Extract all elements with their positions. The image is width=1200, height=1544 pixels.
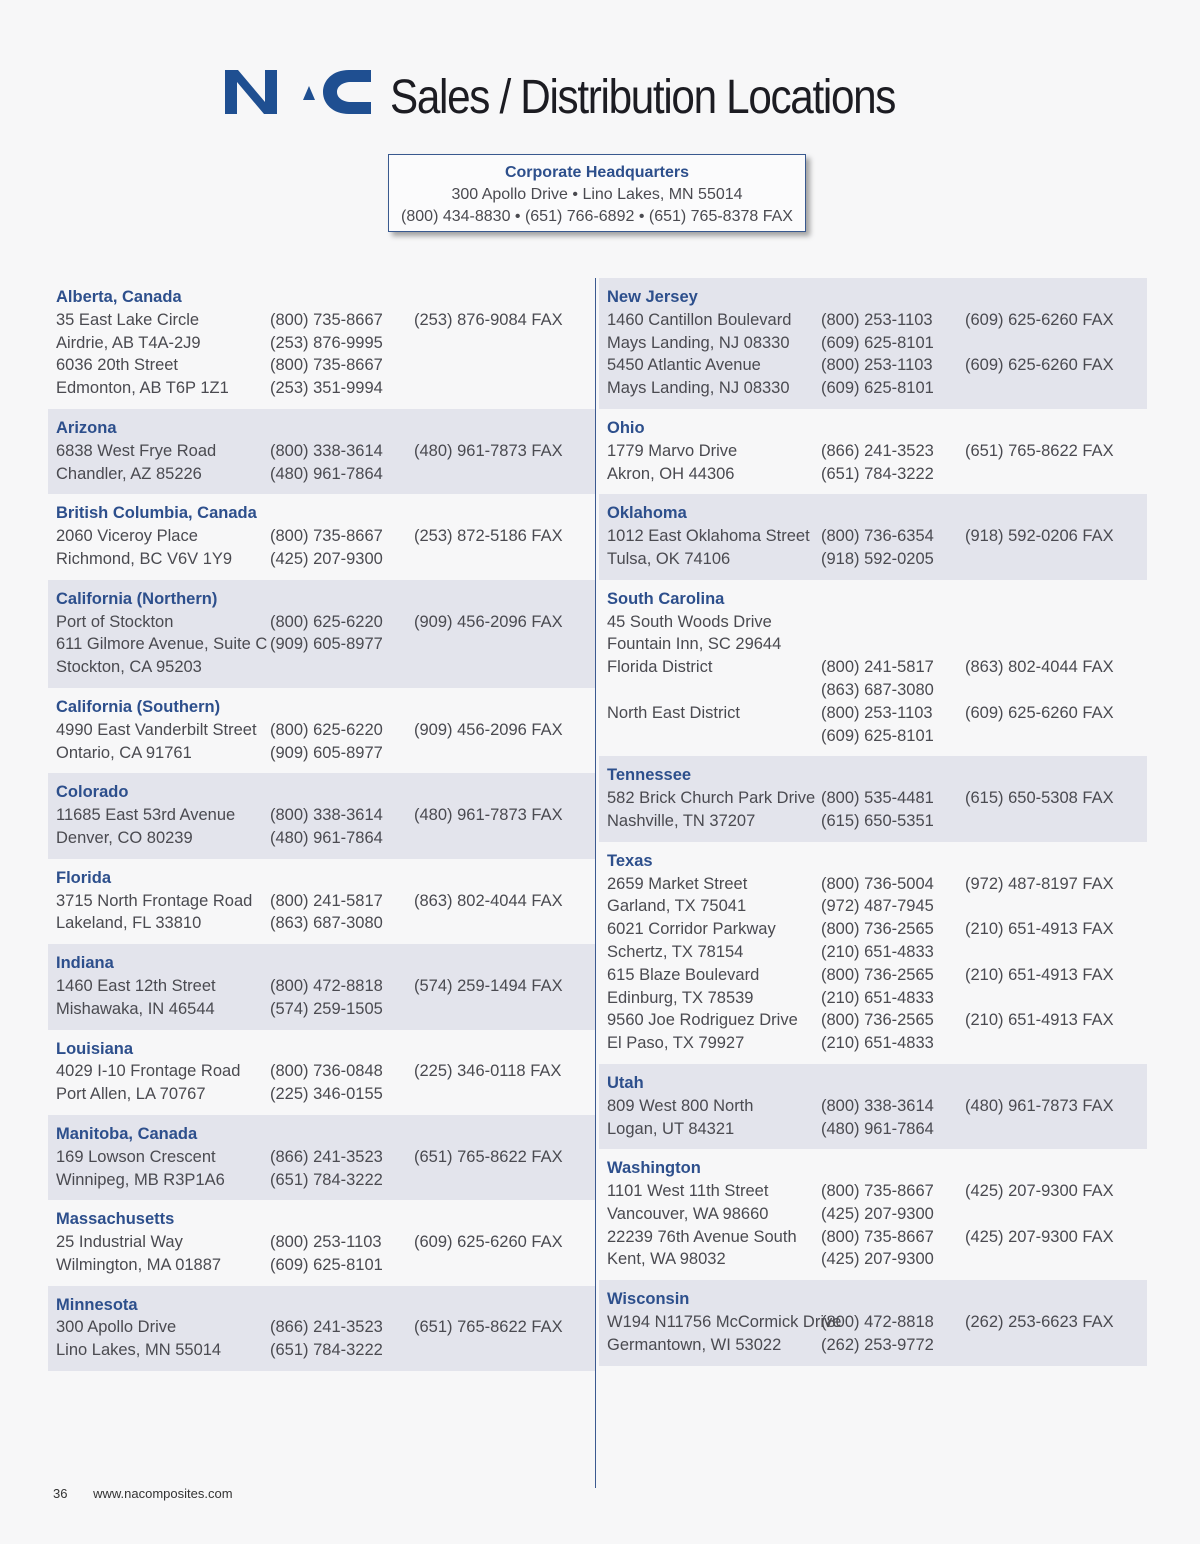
location-block	[599, 580, 1147, 757]
location-phone: (800) 338-3614	[270, 441, 383, 460]
location-phone: (800) 535-4481	[821, 789, 934, 808]
location-row	[56, 1060, 588, 1083]
location-address: Airdrie, AB T4A-2J9	[56, 333, 201, 352]
location-name: Massachusetts	[56, 1210, 175, 1229]
location-fax	[414, 1169, 584, 1192]
location-fax	[414, 1339, 584, 1362]
location-address: Garland, TX 75041	[607, 897, 747, 916]
location-block	[48, 580, 596, 688]
location-fax: (609) 625-6260 FAX	[965, 310, 1114, 329]
location-fax	[965, 1032, 1135, 1055]
location-row	[56, 377, 588, 400]
location-phone: (609) 625-8101	[270, 1255, 383, 1274]
location-address: Port of Stockton	[56, 612, 174, 631]
location-phone: (480) 961-7864	[821, 1119, 934, 1138]
location-fax: (609) 625-6260 FAX	[965, 703, 1114, 722]
location-row	[607, 1118, 1139, 1141]
location-fax	[414, 656, 584, 679]
hq-phones: (800) 434-8830 • (651) 766-6892 • (651) 765-8378 FAX	[401, 208, 793, 225]
location-name: California (Northern)	[56, 589, 218, 608]
location-address: 4990 East Vanderbilt Street	[56, 720, 257, 739]
location-fax	[414, 354, 584, 377]
website-url: www.nacomposites.com	[93, 1486, 233, 1501]
location-address: 1779 Marvo Drive	[607, 441, 738, 460]
location-address: Vancouver, WA 98660	[607, 1204, 769, 1223]
nac-logo	[225, 68, 371, 116]
location-phone: (609) 625-8101	[821, 333, 934, 352]
location-phone: (800) 736-2565	[821, 920, 934, 939]
location-fax: (863) 802-4044 FAX	[414, 891, 563, 910]
page-number: 36	[53, 1486, 68, 1501]
location-address: 615 Blaze Boulevard	[607, 965, 760, 984]
location-name: Indiana	[56, 954, 114, 973]
location-address: Lino Lakes, MN 55014	[56, 1341, 222, 1360]
location-address: Edinburg, TX 78539	[607, 988, 754, 1007]
location-phone: (651) 784-3222	[270, 1170, 383, 1189]
location-fax	[414, 827, 584, 850]
location-phone: (800) 338-3614	[270, 806, 383, 825]
location-phone: (651) 784-3222	[821, 464, 934, 483]
location-phone: (863) 687-3080	[270, 914, 383, 933]
location-row	[56, 354, 588, 377]
location-phone: (800) 241-5817	[821, 658, 934, 677]
location-phone: (253) 876-9995	[270, 333, 383, 352]
location-fax	[965, 1203, 1135, 1226]
location-row	[607, 895, 1139, 918]
location-address: Mishawaka, IN 46544	[56, 999, 215, 1018]
location-address: 5450 Atlantic Avenue	[607, 356, 761, 375]
location-phone: (800) 736-2565	[821, 965, 934, 984]
hq-title: Corporate Headquarters	[504, 164, 690, 181]
location-phone: (866) 241-3523	[270, 1318, 383, 1337]
location-phone: (253) 351-9994	[270, 379, 383, 398]
location-row	[56, 804, 588, 827]
location-name: Louisiana	[56, 1039, 134, 1058]
location-name: British Columbia, Canada	[56, 504, 257, 523]
location-address: 300 Apollo Drive	[56, 1318, 177, 1337]
location-phone: (800) 736-5004	[821, 874, 934, 893]
location-block	[48, 944, 596, 1029]
location-row	[607, 787, 1139, 810]
location-fax: (615) 650-5308 FAX	[965, 789, 1114, 808]
location-row	[607, 941, 1139, 964]
location-address: Ontario, CA 91761	[56, 743, 192, 762]
location-block	[48, 494, 596, 579]
location-phone	[270, 656, 414, 679]
location-row	[607, 1009, 1139, 1032]
location-phone: (800) 253-1103	[821, 356, 933, 375]
location-row	[607, 918, 1139, 941]
location-name: Tennessee	[607, 766, 692, 785]
location-fax: (225) 346-0118 FAX	[414, 1062, 562, 1081]
location-phone: (574) 259-1505	[270, 999, 383, 1018]
location-row	[607, 548, 1139, 571]
location-address: Schertz, TX 78154	[607, 942, 744, 961]
location-row	[56, 633, 588, 656]
location-address: Mays Landing, NJ 08330	[607, 333, 790, 352]
location-row	[607, 987, 1139, 1010]
locations-right-column	[599, 278, 1147, 1366]
location-name: Washington	[607, 1159, 701, 1178]
location-phone: (800) 338-3614	[821, 1096, 934, 1115]
locations-left-column	[48, 278, 596, 1371]
location-phone: (800) 253-1103	[821, 310, 933, 329]
location-block	[599, 278, 1147, 409]
location-row	[607, 725, 1139, 748]
location-fax	[414, 1083, 584, 1106]
location-fax: (651) 765-8622 FAX	[414, 1318, 563, 1337]
location-fax: (918) 592-0206 FAX	[965, 527, 1114, 546]
location-address: 45 South Woods Drive	[607, 612, 772, 631]
location-fax: (909) 456-2096 FAX	[414, 612, 563, 631]
location-row	[607, 309, 1139, 332]
location-row	[56, 1316, 588, 1339]
location-block	[48, 1030, 596, 1115]
location-name: Utah	[607, 1073, 644, 1092]
location-phone: (800) 735-8667	[270, 310, 383, 329]
location-address: 22239 76th Avenue South	[607, 1227, 797, 1246]
location-row	[56, 1083, 588, 1106]
location-phone: (425) 207-9300	[821, 1250, 934, 1269]
location-address: Richmond, BC V6V 1Y9	[56, 549, 233, 568]
location-phone	[821, 633, 965, 656]
location-fax	[414, 912, 584, 935]
location-phone: (800) 253-1103	[270, 1233, 382, 1252]
location-block	[599, 409, 1147, 494]
location-fax: (210) 651-4913 FAX	[965, 1011, 1114, 1030]
location-row	[56, 463, 588, 486]
location-row	[607, 611, 1139, 634]
location-row	[56, 525, 588, 548]
location-phone: (210) 651-4833	[821, 988, 934, 1007]
hq-address: 300 Apollo Drive • Lino Lakes, MN 55014	[451, 186, 743, 203]
location-row	[607, 1248, 1139, 1271]
location-address: Denver, CO 80239	[56, 828, 193, 847]
location-block	[599, 1149, 1147, 1280]
location-phone: (909) 605-8977	[270, 743, 383, 762]
location-name: New Jersey	[607, 288, 698, 306]
location-row	[56, 309, 588, 332]
location-phone: (800) 736-6354	[821, 527, 934, 546]
location-address: 6021 Corridor Parkway	[607, 920, 776, 939]
location-row	[607, 1203, 1139, 1226]
location-address: 2659 Market Street	[607, 874, 748, 893]
location-block	[48, 773, 596, 858]
location-phone: (210) 651-4833	[821, 942, 934, 961]
location-block	[599, 494, 1147, 579]
location-row	[56, 912, 588, 935]
location-row	[56, 332, 588, 355]
location-row	[56, 1254, 588, 1277]
location-row	[607, 1226, 1139, 1249]
location-row	[607, 440, 1139, 463]
location-name: South Carolina	[607, 589, 725, 608]
location-phone: (615) 650-5351	[821, 811, 934, 830]
location-phone: (425) 207-9300	[821, 1204, 934, 1223]
location-fax: (480) 961-7873 FAX	[414, 441, 563, 460]
location-name: Alberta, Canada	[56, 288, 182, 306]
location-block	[48, 278, 596, 409]
location-phone: (800) 735-8667	[821, 1182, 934, 1201]
location-fax: (972) 487-8197 FAX	[965, 874, 1114, 893]
location-row	[56, 742, 588, 765]
location-phone: (972) 487-7945	[821, 897, 934, 916]
location-name: Wisconsin	[607, 1290, 690, 1309]
location-fax: (609) 625-6260 FAX	[414, 1233, 563, 1252]
location-address: 4029 I-10 Frontage Road	[56, 1062, 241, 1081]
location-fax: (480) 961-7873 FAX	[414, 806, 563, 825]
location-row	[56, 975, 588, 998]
location-row	[56, 1231, 588, 1254]
location-address: 611 Gilmore Avenue, Suite C	[56, 635, 268, 654]
location-phone: (866) 241-3523	[270, 1147, 383, 1166]
location-fax	[965, 548, 1135, 571]
location-phone: (800) 472-8818	[270, 976, 383, 995]
location-block	[599, 1280, 1147, 1365]
location-address: 1460 East 12th Street	[56, 976, 216, 995]
location-fax	[414, 463, 584, 486]
location-block	[48, 1286, 596, 1371]
location-fax	[414, 742, 584, 765]
location-address: Nashville, TN 37207	[607, 811, 756, 830]
location-fax: (574) 259-1494 FAX	[414, 976, 563, 995]
location-phone: (800) 472-8818	[821, 1313, 934, 1332]
location-row	[607, 656, 1139, 679]
location-row	[607, 679, 1139, 702]
location-address: 6838 West Frye Road	[56, 441, 217, 460]
location-row	[607, 1180, 1139, 1203]
location-fax	[965, 1248, 1135, 1271]
location-phone: (800) 736-2565	[821, 1011, 934, 1030]
location-address: 1012 East Oklahoma Street	[607, 527, 810, 546]
location-phone: (651) 784-3222	[270, 1341, 383, 1360]
location-row	[607, 633, 1139, 656]
location-phone: (609) 625-8101	[821, 726, 934, 745]
location-fax	[414, 332, 584, 355]
location-row	[56, 656, 588, 679]
location-fax: (210) 651-4913 FAX	[965, 920, 1114, 939]
location-address: 6036 20th Street	[56, 356, 179, 375]
location-row	[607, 1032, 1139, 1055]
location-phone: (800) 736-0848	[270, 1062, 383, 1081]
location-phone: (480) 961-7864	[270, 464, 383, 483]
location-fax	[965, 611, 1135, 634]
location-address: 25 Industrial Way	[56, 1233, 183, 1252]
page-footer	[53, 1486, 233, 1501]
location-row	[607, 332, 1139, 355]
location-fax: (651) 765-8622 FAX	[965, 441, 1114, 460]
location-phone: (909) 605-8977	[270, 635, 383, 654]
location-phone	[821, 611, 965, 634]
location-fax: (909) 456-2096 FAX	[414, 720, 563, 739]
location-fax	[965, 377, 1135, 400]
location-phone: (800) 735-8667	[270, 356, 383, 375]
location-name: Florida	[56, 868, 112, 887]
location-address: 582 Brick Church Park Drive	[607, 789, 816, 808]
location-row	[607, 1311, 1139, 1334]
location-address: North East District	[607, 703, 740, 722]
location-address: Mays Landing, NJ 08330	[607, 379, 790, 398]
location-phone: (425) 207-9300	[270, 549, 383, 568]
location-address: 169 Lowson Crescent	[56, 1147, 216, 1166]
location-address: Edmonton, AB T6P 1Z1	[56, 379, 229, 398]
location-block	[599, 1064, 1147, 1149]
location-row	[56, 827, 588, 850]
location-address: 9560 Joe Rodriguez Drive	[607, 1011, 798, 1030]
location-address: Winnipeg, MB R3P1A6	[56, 1170, 225, 1189]
location-address: Chandler, AZ 85226	[56, 464, 202, 483]
location-fax	[965, 810, 1135, 833]
location-address: Fountain Inn, SC 29644	[607, 635, 782, 654]
location-fax: (253) 876-9084 FAX	[414, 310, 563, 329]
location-name: Colorado	[56, 783, 129, 802]
location-address: Port Allen, LA 70767	[56, 1085, 206, 1104]
location-fax: (210) 651-4913 FAX	[965, 965, 1114, 984]
location-phone: (225) 346-0155	[270, 1085, 383, 1104]
location-row	[607, 702, 1139, 725]
location-block	[48, 859, 596, 944]
location-fax	[965, 679, 1135, 702]
location-row	[607, 463, 1139, 486]
location-row	[607, 964, 1139, 987]
location-address	[607, 679, 821, 702]
location-fax: (425) 207-9300 FAX	[965, 1182, 1114, 1201]
location-fax	[965, 987, 1135, 1010]
location-phone: (609) 625-8101	[821, 379, 934, 398]
location-address: 809 West 800 North	[607, 1096, 754, 1115]
location-row	[607, 525, 1139, 548]
location-fax: (253) 872-5186 FAX	[414, 527, 563, 546]
location-address: Florida District	[607, 658, 713, 677]
location-fax	[414, 1254, 584, 1277]
location-address	[607, 725, 821, 748]
location-row	[56, 1339, 588, 1362]
location-address: 2060 Viceroy Place	[56, 527, 198, 546]
location-phone: (800) 625-6220	[270, 612, 383, 631]
location-phone: (863) 687-3080	[821, 680, 934, 699]
location-row	[607, 377, 1139, 400]
location-fax: (609) 625-6260 FAX	[965, 356, 1114, 375]
location-fax	[965, 463, 1135, 486]
location-row	[56, 548, 588, 571]
location-fax	[414, 633, 584, 656]
location-address: 1460 Cantillon Boulevard	[607, 310, 792, 329]
location-fax	[414, 998, 584, 1021]
location-fax	[965, 1118, 1135, 1141]
location-phone: (480) 961-7864	[270, 828, 383, 847]
location-name: Manitoba, Canada	[56, 1124, 198, 1143]
location-address: El Paso, TX 79927	[607, 1034, 745, 1053]
location-phone: (262) 253-9772	[821, 1335, 934, 1354]
location-phone: (866) 241-3523	[821, 441, 934, 460]
location-name: Texas	[607, 851, 653, 870]
location-name: Arizona	[56, 418, 117, 437]
page-header	[0, 62, 1200, 132]
location-block	[48, 688, 596, 773]
location-fax: (863) 802-4044 FAX	[965, 658, 1114, 677]
location-fax: (425) 207-9300 FAX	[965, 1227, 1114, 1246]
location-address: Kent, WA 98032	[607, 1250, 726, 1269]
location-phone: (210) 651-4833	[821, 1034, 934, 1053]
location-phone: (800) 241-5817	[270, 891, 383, 910]
location-row	[56, 440, 588, 463]
location-fax	[965, 1334, 1135, 1357]
location-row	[56, 1169, 588, 1192]
location-row	[56, 998, 588, 1021]
location-name: Ohio	[607, 418, 645, 437]
location-fax	[965, 725, 1135, 748]
location-phone: (918) 592-0205	[821, 549, 934, 568]
location-row	[607, 810, 1139, 833]
column-divider	[595, 278, 596, 1488]
location-fax	[414, 548, 584, 571]
location-address: Stockton, CA 95203	[56, 658, 202, 677]
location-row	[607, 1095, 1139, 1118]
location-address: Akron, OH 44306	[607, 464, 735, 483]
location-address: Lakeland, FL 33810	[56, 914, 202, 933]
location-name: Oklahoma	[607, 504, 687, 523]
location-row	[607, 873, 1139, 896]
corporate-headquarters-box	[388, 154, 806, 232]
location-fax: (262) 253-6623 FAX	[965, 1313, 1114, 1332]
location-block	[599, 842, 1147, 1064]
location-row	[56, 890, 588, 913]
location-address: W194 N11756 McCormick Drive	[607, 1313, 842, 1332]
location-address: Germantown, WI 53022	[607, 1335, 782, 1354]
location-row	[56, 1146, 588, 1169]
location-address: Logan, UT 84321	[607, 1119, 735, 1138]
location-row	[607, 1334, 1139, 1357]
location-fax	[414, 377, 584, 400]
location-phone: (800) 735-8667	[270, 527, 383, 546]
location-phone: (800) 735-8667	[821, 1227, 934, 1246]
location-phone: (800) 253-1103	[821, 703, 933, 722]
location-fax: (651) 765-8622 FAX	[414, 1147, 563, 1166]
location-row	[607, 354, 1139, 377]
location-address: Tulsa, OK 74106	[607, 549, 731, 568]
location-fax	[965, 895, 1135, 918]
location-address: 1101 West 11th Street	[607, 1182, 769, 1201]
location-block	[48, 1200, 596, 1285]
location-block	[48, 409, 596, 494]
location-address: 3715 North Frontage Road	[56, 891, 253, 910]
location-fax	[965, 941, 1135, 964]
location-phone: (800) 625-6220	[270, 720, 383, 739]
location-name: Minnesota	[56, 1295, 138, 1314]
location-row	[56, 719, 588, 742]
location-address: 35 East Lake Circle	[56, 310, 200, 329]
location-address: Wilmington, MA 01887	[56, 1255, 222, 1274]
location-fax: (480) 961-7873 FAX	[965, 1096, 1114, 1115]
location-row	[56, 611, 588, 634]
location-block	[48, 1115, 596, 1200]
location-name: California (Southern)	[56, 697, 221, 716]
location-fax	[965, 332, 1135, 355]
location-address: 11685 East 53rd Avenue	[56, 806, 236, 825]
location-block	[599, 756, 1147, 841]
page-title: Sales / Distribution Locations	[390, 71, 896, 124]
location-fax	[965, 633, 1135, 656]
